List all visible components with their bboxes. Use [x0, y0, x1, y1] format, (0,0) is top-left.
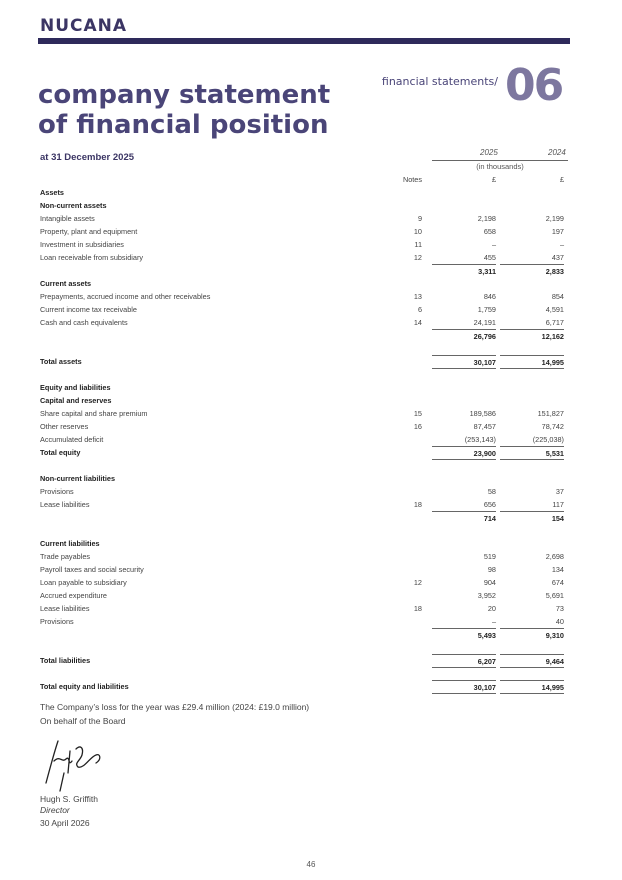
row-label: Assets [40, 188, 64, 197]
row-label: Current income tax receivable [40, 305, 137, 314]
value-2024: 5,531 [500, 446, 564, 460]
row-label: Lease liabilities [40, 500, 90, 509]
table-row [40, 407, 568, 420]
row-label: Payroll taxes and social security [40, 565, 144, 574]
header-rule [432, 160, 568, 161]
subtotal-row [40, 355, 568, 368]
subtotal-row [40, 329, 568, 342]
row-note: 15 [413, 409, 422, 418]
row-label: Non-current liabilities [40, 474, 116, 483]
currency-current: £ [491, 175, 496, 184]
units-label: (in thousands) [476, 162, 524, 171]
value-2024: 2,199 [545, 214, 564, 223]
signatory-role: Director [40, 805, 70, 815]
value-2025: 5,493 [432, 628, 496, 641]
subtotal-row [40, 264, 568, 277]
row-label: Prepayments, accrued income and other receivables [40, 292, 211, 301]
value-2024: 73 [555, 604, 564, 613]
value-2024: 40 [555, 617, 564, 626]
table-row [40, 576, 568, 589]
value-2024: 437 [551, 253, 564, 262]
spacer-row [40, 524, 568, 537]
table-row [40, 290, 568, 303]
table-row [40, 381, 568, 394]
table-row [40, 615, 568, 628]
table-row [40, 472, 568, 485]
table-row [40, 602, 568, 615]
signatory-name: Hugh S. Griffith [40, 794, 98, 804]
row-note: 18 [413, 604, 422, 613]
row-note: 10 [413, 227, 422, 236]
signature-date: 30 April 2026 [40, 818, 90, 828]
subtotal-row [40, 654, 568, 667]
row-label: Total liabilities [40, 656, 91, 665]
table-row [40, 485, 568, 498]
director-signature [40, 733, 110, 793]
value-2025: 3,952 [477, 591, 496, 600]
row-label: Total equity and liabilities [40, 682, 129, 691]
row-label: Other reserves [40, 422, 89, 431]
value-2025: 26,796 [432, 329, 496, 342]
title-line-2: of financial position [38, 110, 329, 140]
row-label: Provisions [40, 617, 74, 626]
row-note: 12 [413, 578, 422, 587]
value-2024: 12,162 [500, 329, 564, 342]
value-2024: 197 [551, 227, 564, 236]
value-2024: 134 [551, 565, 564, 574]
value-2025: 455 [483, 253, 496, 262]
row-label: Lease liabilities [40, 604, 90, 613]
on-behalf-text: On behalf of the Board [40, 716, 126, 726]
spacer-row [40, 342, 568, 355]
notes-column-header: Notes [402, 175, 422, 184]
row-label: Investment in subsidiaries [40, 240, 124, 249]
value-2024: – [559, 240, 564, 249]
row-label: Capital and reserves [40, 396, 112, 405]
table-row [40, 433, 568, 446]
value-2025: 656 [483, 500, 496, 509]
row-label: Equity and liabilities [40, 383, 111, 392]
value-2025: 58 [487, 487, 496, 496]
value-2024: 5,691 [545, 591, 564, 600]
row-label: Cash and cash equivalents [40, 318, 128, 327]
subtotal-row [40, 628, 568, 641]
value-2025: 3,311 [432, 264, 496, 277]
value-2024: 117 [552, 500, 564, 509]
row-note: 13 [413, 292, 422, 301]
value-2025: 519 [483, 552, 496, 561]
value-2024: 6,717 [545, 318, 564, 327]
section-label: financial statements/ [381, 75, 498, 88]
table-row [40, 589, 568, 602]
value-2024: 674 [551, 578, 564, 587]
value-2025: 23,900 [432, 446, 496, 460]
row-label: Share capital and share premium [40, 409, 148, 418]
row-label: Non-current assets [40, 201, 107, 210]
table-row [40, 225, 568, 238]
value-2025: – [491, 617, 496, 626]
row-label: Loan payable to subsidiary [40, 578, 127, 587]
table-row [40, 251, 568, 264]
column-header-row [40, 173, 568, 186]
company-logo: NUCANA [40, 16, 128, 36]
value-2024: 9,310 [500, 628, 564, 641]
row-note: 12 [413, 253, 422, 262]
row-note: 11 [414, 240, 422, 249]
row-label: Current assets [40, 279, 92, 288]
financial-position-table [40, 173, 568, 693]
value-2024: (225,038) [532, 435, 564, 444]
row-label: Provisions [40, 487, 74, 496]
value-2024: 14,995 [500, 680, 564, 694]
value-2024: 14,995 [500, 355, 564, 369]
table-row [40, 498, 568, 511]
table-row [40, 394, 568, 407]
statement-date: at 31 December 2025 [40, 152, 135, 163]
section-number: 06 [505, 60, 563, 111]
value-2025: 24,191 [473, 318, 496, 327]
value-2025: 2,198 [477, 214, 496, 223]
spacer-row [40, 667, 568, 680]
value-2025: 904 [483, 578, 496, 587]
table-row [40, 238, 568, 251]
currency-prior: £ [559, 175, 564, 184]
row-note: 16 [413, 422, 422, 431]
value-2024: 78,742 [541, 422, 564, 431]
value-2025: (253,143) [464, 435, 496, 444]
table-row [40, 277, 568, 290]
row-label: Intangible assets [40, 214, 95, 223]
row-label: Accumulated deficit [40, 435, 104, 444]
value-2025: 87,457 [473, 422, 496, 431]
subtotal-row [40, 511, 568, 524]
value-2024: 854 [551, 292, 564, 301]
spacer-row [40, 368, 568, 381]
row-note: 9 [417, 214, 422, 223]
spacer-row [40, 459, 568, 472]
table-row [40, 316, 568, 329]
value-2025: 98 [487, 565, 496, 574]
value-2025: 189,586 [469, 409, 496, 418]
table-row [40, 563, 568, 576]
value-2025: 1,759 [477, 305, 496, 314]
value-2025: 658 [483, 227, 496, 236]
value-2025: 846 [483, 292, 496, 301]
table-row [40, 212, 568, 225]
value-2024: 9,464 [500, 654, 564, 668]
value-2025: 30,107 [432, 355, 496, 369]
title-line-1: company statement [38, 80, 331, 110]
value-2024: 2,833 [500, 264, 564, 277]
table-body [40, 186, 568, 693]
row-label: Property, plant and equipment [40, 227, 138, 236]
row-note: 6 [417, 305, 422, 314]
subtotal-row [40, 680, 568, 693]
row-label: Loan receivable from subsidiary [40, 253, 144, 262]
row-label: Accrued expenditure [40, 591, 107, 600]
row-note: 18 [413, 500, 422, 509]
row-label: Current liabilities [40, 539, 100, 548]
value-2024: 154 [500, 511, 564, 524]
table-row [40, 537, 568, 550]
year-prior-header: 2024 [548, 148, 566, 157]
value-2025: 20 [487, 604, 496, 613]
value-2025: 30,107 [432, 680, 496, 694]
value-2025: 714 [432, 511, 496, 524]
row-label: Total equity [40, 448, 81, 457]
table-row [40, 420, 568, 433]
value-2025: – [491, 240, 496, 249]
value-2024: 151,827 [537, 409, 564, 418]
value-2024: 4,591 [545, 305, 564, 314]
table-row [40, 199, 568, 212]
spacer-row [40, 641, 568, 654]
table-row [40, 303, 568, 316]
subtotal-row [40, 446, 568, 459]
page-number: 46 [306, 860, 316, 869]
header-bar [38, 38, 570, 44]
year-current-header: 2025 [480, 148, 498, 157]
row-label: Total assets [40, 357, 82, 366]
table-row [40, 550, 568, 563]
value-2024: 2,698 [545, 552, 564, 561]
loss-note: The Company’s loss for the year was £29.4 million (2024: £19.0 million) [40, 702, 310, 712]
page-title [38, 80, 330, 140]
row-label: Trade payables [40, 552, 91, 561]
row-note: 14 [413, 318, 422, 327]
value-2024: 37 [555, 487, 564, 496]
value-2025: 6,207 [432, 654, 496, 668]
table-row [40, 186, 568, 199]
